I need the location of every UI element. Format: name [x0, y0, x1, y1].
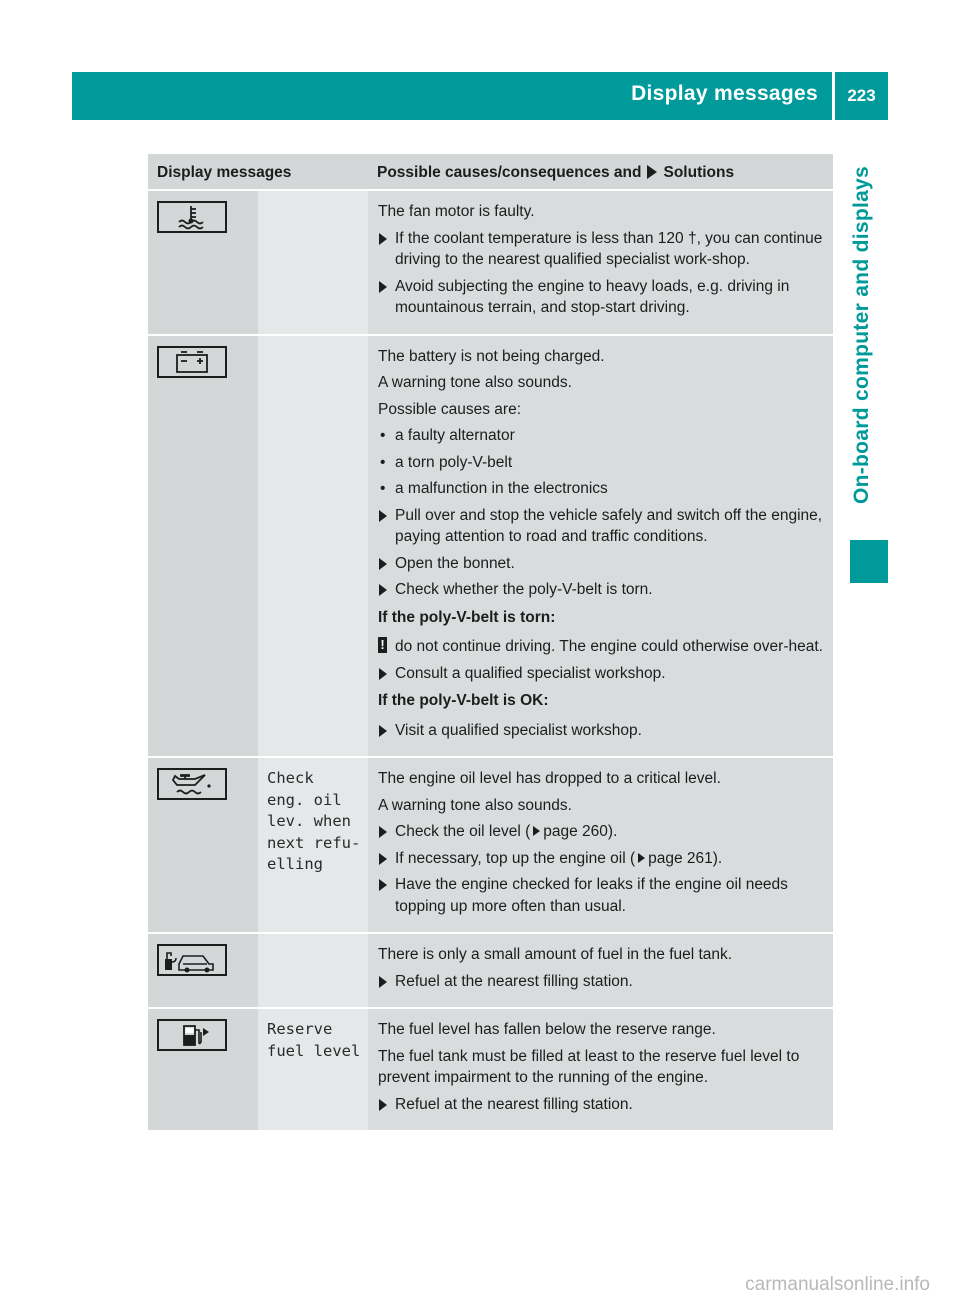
solutions-header-label: Solutions [663, 164, 735, 181]
step-text: Visit a qualified specialist workshop. [395, 721, 642, 739]
icon-cell [148, 934, 258, 1007]
page-reference-icon [638, 853, 645, 863]
column-header-causes [348, 154, 833, 189]
icon-cell [148, 336, 258, 757]
step-arrow-icon [379, 1099, 387, 1111]
page-reference-link[interactable]: page 260 [543, 823, 608, 840]
page-title: Display messages [631, 82, 818, 105]
watermark-text: carmanualsonline.info [745, 1274, 930, 1295]
step-text-end: ). [607, 823, 618, 840]
cause-bullet [378, 478, 827, 500]
solutions-cell [368, 1009, 833, 1130]
description-text: The fuel tank must be filled at least to the reserve fuel level to prevent impairment to the running of the engine. [378, 1047, 800, 1086]
action-step [378, 971, 827, 993]
battery-icon [157, 346, 227, 378]
step-arrow-icon [647, 165, 657, 179]
icon-cell [148, 191, 258, 334]
warning-note [378, 636, 827, 658]
page-number-box [835, 72, 888, 120]
engine-oil-icon [157, 768, 227, 800]
step-text: Check whether the poly-V-belt is torn. [395, 581, 653, 598]
page-reference-link[interactable]: page 261 [648, 849, 713, 867]
bullet-icon: • [380, 427, 386, 444]
chapter-marker [850, 540, 888, 583]
description-text: A warning tone also sounds. [378, 796, 572, 814]
step-arrow-icon [379, 879, 387, 891]
step-text: Pull over and stop the vehicle safely and switch off the engine, paying attention to road and traffic conditions. [395, 506, 823, 545]
table-row [148, 932, 833, 1007]
action-step [378, 848, 827, 870]
cause-bullet [378, 452, 827, 474]
bullet-icon: • [380, 453, 386, 471]
description-text: The engine oil level has dropped to a critical level. [378, 770, 721, 787]
step-arrow-icon [379, 826, 387, 838]
step-arrow-icon [379, 584, 387, 596]
condition-heading: If the poly-V-belt is OK: [378, 692, 549, 709]
bullet-text: a torn poly-V-belt [395, 453, 513, 471]
action-step [378, 874, 827, 917]
table-header [148, 154, 833, 189]
step-text: Avoid subjecting the engine to heavy loads, e.g. driving in mountainous terrain, and stop-start driving. [395, 277, 790, 316]
page-number: 223 [847, 86, 876, 105]
step-arrow-icon [379, 510, 387, 522]
bullet-icon: • [380, 480, 386, 497]
step-text: If the coolant temperature is less than 120 †, you can continue driving to the nearest qualified specialist work-shop. [395, 229, 823, 268]
step-text: Open the bonnet. [395, 554, 515, 572]
step-arrow-icon [379, 281, 387, 293]
display-text-cell: Check eng. oil lev. when next refu‐ elling [258, 758, 368, 932]
step-arrow-icon [379, 725, 387, 737]
low-fuel-car-icon [157, 944, 227, 976]
table-row [148, 334, 833, 757]
action-step [378, 553, 827, 575]
table-row [148, 189, 833, 334]
description-text: There is only a small amount of fuel in the fuel tank. [378, 946, 733, 963]
step-text: Have the engine checked for leaks if the engine oil needs topping up more often than usual. [395, 876, 788, 915]
step-arrow-icon [379, 558, 387, 570]
solutions-cell [368, 336, 833, 757]
action-step [378, 579, 827, 601]
solutions-cell [368, 758, 833, 932]
action-step [378, 720, 827, 742]
warning-text: do not continue driving. The engine could otherwise over-heat. [395, 638, 823, 655]
icon-cell [148, 758, 258, 932]
step-arrow-icon [379, 853, 387, 865]
solutions-cell [368, 191, 833, 334]
bullet-text: a malfunction in the electronics [395, 480, 608, 497]
bullet-text: a faulty alternator [395, 427, 515, 444]
display-text-cell [258, 336, 368, 757]
step-text: Check the oil level ( [395, 823, 531, 840]
solutions-cell [368, 934, 833, 1007]
step-arrow-icon [379, 976, 387, 988]
condition-heading: If the poly-V-belt is torn: [378, 608, 556, 626]
display-text-cell: Reserve fuel level [258, 1009, 368, 1130]
table-row [148, 1007, 833, 1130]
chapter-title: On-board computer and displays [850, 165, 873, 505]
fuel-pump-icon [157, 1019, 227, 1051]
display-text-cell [258, 934, 368, 1007]
step-text: Refuel at the nearest filling station. [395, 1095, 633, 1113]
header-bar [72, 72, 832, 120]
description-text: The fan motor is faulty. [378, 203, 535, 220]
action-step [378, 1094, 827, 1116]
description-text: The fuel level has fallen below the reserve range. [378, 1021, 716, 1038]
page-reference-icon [533, 826, 540, 836]
display-messages-table [148, 154, 833, 1130]
action-step [378, 821, 827, 843]
action-step [378, 505, 827, 548]
step-arrow-icon [379, 233, 387, 245]
table-row [148, 756, 833, 932]
description-text: A warning tone also sounds. [378, 374, 572, 391]
column-header-display-messages: Display messages [157, 164, 292, 181]
display-text-cell [258, 191, 368, 334]
description-text: Possible causes are: [378, 400, 522, 418]
description-text: The battery is not being charged. [378, 347, 605, 365]
step-text: Consult a qualified specialist workshop. [395, 664, 666, 682]
step-text: Refuel at the nearest filling station. [395, 972, 633, 990]
action-step [378, 228, 827, 271]
step-text: If necessary, top up the engine oil ( [395, 849, 636, 867]
step-arrow-icon [379, 668, 387, 680]
action-step [378, 276, 827, 319]
cause-bullet [378, 425, 827, 447]
coolant-temperature-icon [157, 201, 227, 233]
side-chapter-tab [836, 140, 888, 530]
step-text-end: ). [712, 849, 723, 867]
icon-cell [148, 1009, 258, 1130]
warning-exclamation-icon: ! [378, 637, 387, 653]
causes-header-label: Possible causes/consequences and [377, 164, 642, 181]
action-step [378, 663, 827, 685]
